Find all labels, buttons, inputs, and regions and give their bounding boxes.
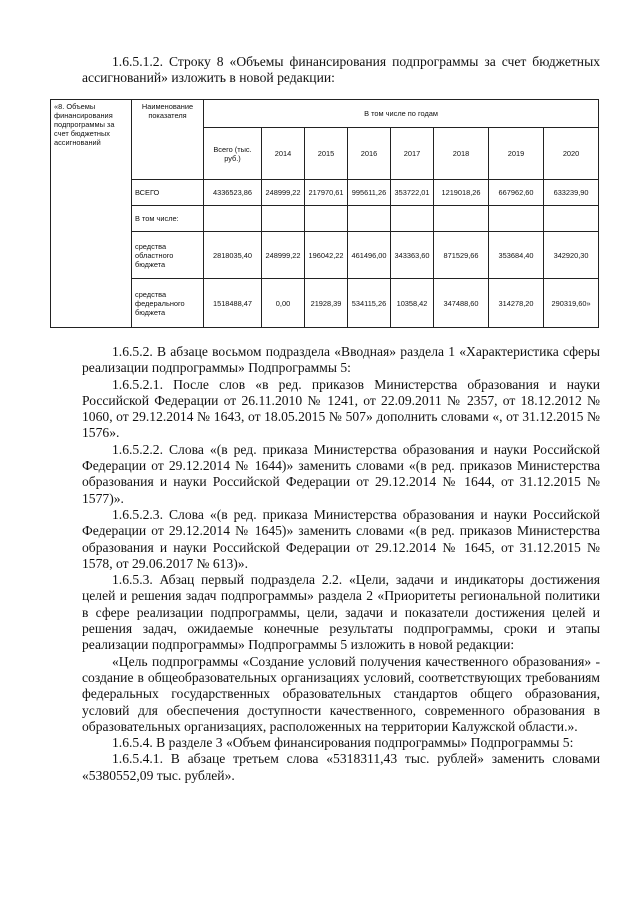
- row-label: средства федерального бюджета: [132, 279, 204, 328]
- table-cell: 217970,61: [305, 180, 348, 206]
- paragraph: [82, 572, 600, 653]
- table-cell: 196042,22: [305, 232, 348, 279]
- paragraph-text: 1.6.5.2.2. Слова «(в ред. приказа Министерства образования и науки Российской Федерации от 29.12.2014 № 1644)» заменить словами «(в ред. приказов Министерства образования и науки Российской Федерации от 29.12.2014 № 1644, от 31.12.2015 № 1577)».: [82, 441, 600, 506]
- table-cell: 10358,42: [391, 279, 434, 328]
- table-row: [51, 206, 599, 232]
- paragraph-text: «Цель подпрограммы «Создание условий получения качественного образования» - создание в общеобразовательных организациях условий, соответствующих требованиям федеральных государственных образовательных стандартов общего образования, условий для обеспечения доступности качественного, современного образования в образовательных организациях, расположенных на территории Калужской области.».: [82, 653, 600, 734]
- table-cell: 290319,60»: [544, 279, 599, 328]
- table-cell: 353684,40: [489, 232, 544, 279]
- table-cell: 461496,00: [348, 232, 391, 279]
- intro-text: 1.6.5.1.2. Строку 8 «Объемы финансирования подпрограммы за счет бюджетных ассигнований» изложить в новой редакции:: [82, 54, 600, 86]
- table-cell: 314278,20: [489, 279, 544, 328]
- table-cell: [262, 206, 305, 232]
- table-cell: 4336523,86: [204, 180, 262, 206]
- table-cell: 1518488,47: [204, 279, 262, 328]
- table-cell: [489, 206, 544, 232]
- table-row: [51, 279, 599, 328]
- table-cell: 353722,01: [391, 180, 434, 206]
- table-cell: 667962,60: [489, 180, 544, 206]
- column-header: 2018: [434, 128, 489, 180]
- column-header: 2019: [489, 128, 544, 180]
- indicator-header: Наименование показателя: [132, 100, 204, 180]
- table-cell: 248999,22: [262, 180, 305, 206]
- table-cell: 248999,22: [262, 232, 305, 279]
- row-label: средства областного бюджета: [132, 232, 204, 279]
- table-cell: [204, 206, 262, 232]
- table-cell: 347488,60: [434, 279, 489, 328]
- table-cell: [544, 206, 599, 232]
- table-cell: [434, 206, 489, 232]
- intro-paragraph: [82, 54, 600, 87]
- column-header: 2020: [544, 128, 599, 180]
- table-cell: 2818035,40: [204, 232, 262, 279]
- row-label: ВСЕГО: [132, 180, 204, 206]
- paragraph-text: 1.6.5.2.1. После слов «в ред. приказов Министерства образования и науки Российской Федерации от 26.11.2010 № 1241, от 22.09.2011 № 2357, от 18.12.2012 № 1060, от 29.12.2014 № 1643, от 18.05.2015 № 507» дополнить словами «, от 31.12.2015 № 1576».: [82, 376, 600, 441]
- paragraph-text: 1.6.5.3. Абзац первый подраздела 2.2. «Цели, задачи и индикаторы достижения целей и решения задач подпрограммы» раздела 2 «Приоритеты региональной политики в сфере реализации подпрограммы, цели, задачи и показатели достижения целей и решения задач, ожидаемые конечные результаты подпрограммы, сроки и этапы реализации подпрограммы» Подпрограммы 5 изложить в новой редакции:: [82, 572, 600, 653]
- table-cell: 633239,90: [544, 180, 599, 206]
- table-cell: 534115,26: [348, 279, 391, 328]
- table-row: [51, 180, 599, 206]
- paragraph-text: 1.6.5.4.1. В абзаце третьем слова «5318311,43 тыс. рублей» заменить словами «5380552,09 тыс. рублей».: [82, 751, 600, 783]
- paragraph: [82, 442, 600, 507]
- table-cell: 995611,26: [348, 180, 391, 206]
- column-header: Всего (тыс. руб.): [204, 128, 262, 180]
- table-row-label: «8. Объемы финансирования подпрограммы за счет бюджетных ассигнований: [51, 100, 132, 328]
- years-header: В том числе по годам: [204, 100, 599, 128]
- table-cell: [391, 206, 434, 232]
- table-cell: 0,00: [262, 279, 305, 328]
- table-cell: 21928,39: [305, 279, 348, 328]
- table-row: [51, 232, 599, 279]
- column-header: 2014: [262, 128, 305, 180]
- table-cell: 342920,30: [544, 232, 599, 279]
- table-cell: [348, 206, 391, 232]
- financing-table: [50, 99, 599, 328]
- table-cell: [305, 206, 348, 232]
- column-header: 2015: [305, 128, 348, 180]
- paragraph-text: 1.6.5.2.3. Слова «(в ред. приказа Министерства образования и науки Российской Федерации от 29.12.2014 № 1645)» заменить словами «(в ред. приказов Министерства образования и науки Российской Федерации от 29.12.2014 № 1645, от 31.12.2015 № 1578, от 29.06.2017 № 613)».: [82, 506, 600, 571]
- table-cell: 343363,60: [391, 232, 434, 279]
- paragraph: [82, 507, 600, 572]
- paragraph: [82, 735, 600, 751]
- paragraph: [82, 654, 600, 735]
- paragraph-text: 1.6.5.2. В абзаце восьмом подраздела «Вводная» раздела 1 «Характеристика сферы реализации подпрограммы» Подпрограммы 5:: [82, 344, 600, 376]
- paragraph: [82, 344, 600, 377]
- paragraph: [82, 751, 600, 784]
- paragraph: [82, 377, 600, 442]
- column-header: 2017: [391, 128, 434, 180]
- row-label: В том числе:: [132, 206, 204, 232]
- table-cell: 1219018,26: [434, 180, 489, 206]
- amendments-body: [82, 344, 600, 784]
- column-header: 2016: [348, 128, 391, 180]
- paragraph-text: 1.6.5.4. В разделе 3 «Объем финансирования подпрограммы» Подпрограммы 5:: [112, 735, 574, 751]
- table-cell: 871529,66: [434, 232, 489, 279]
